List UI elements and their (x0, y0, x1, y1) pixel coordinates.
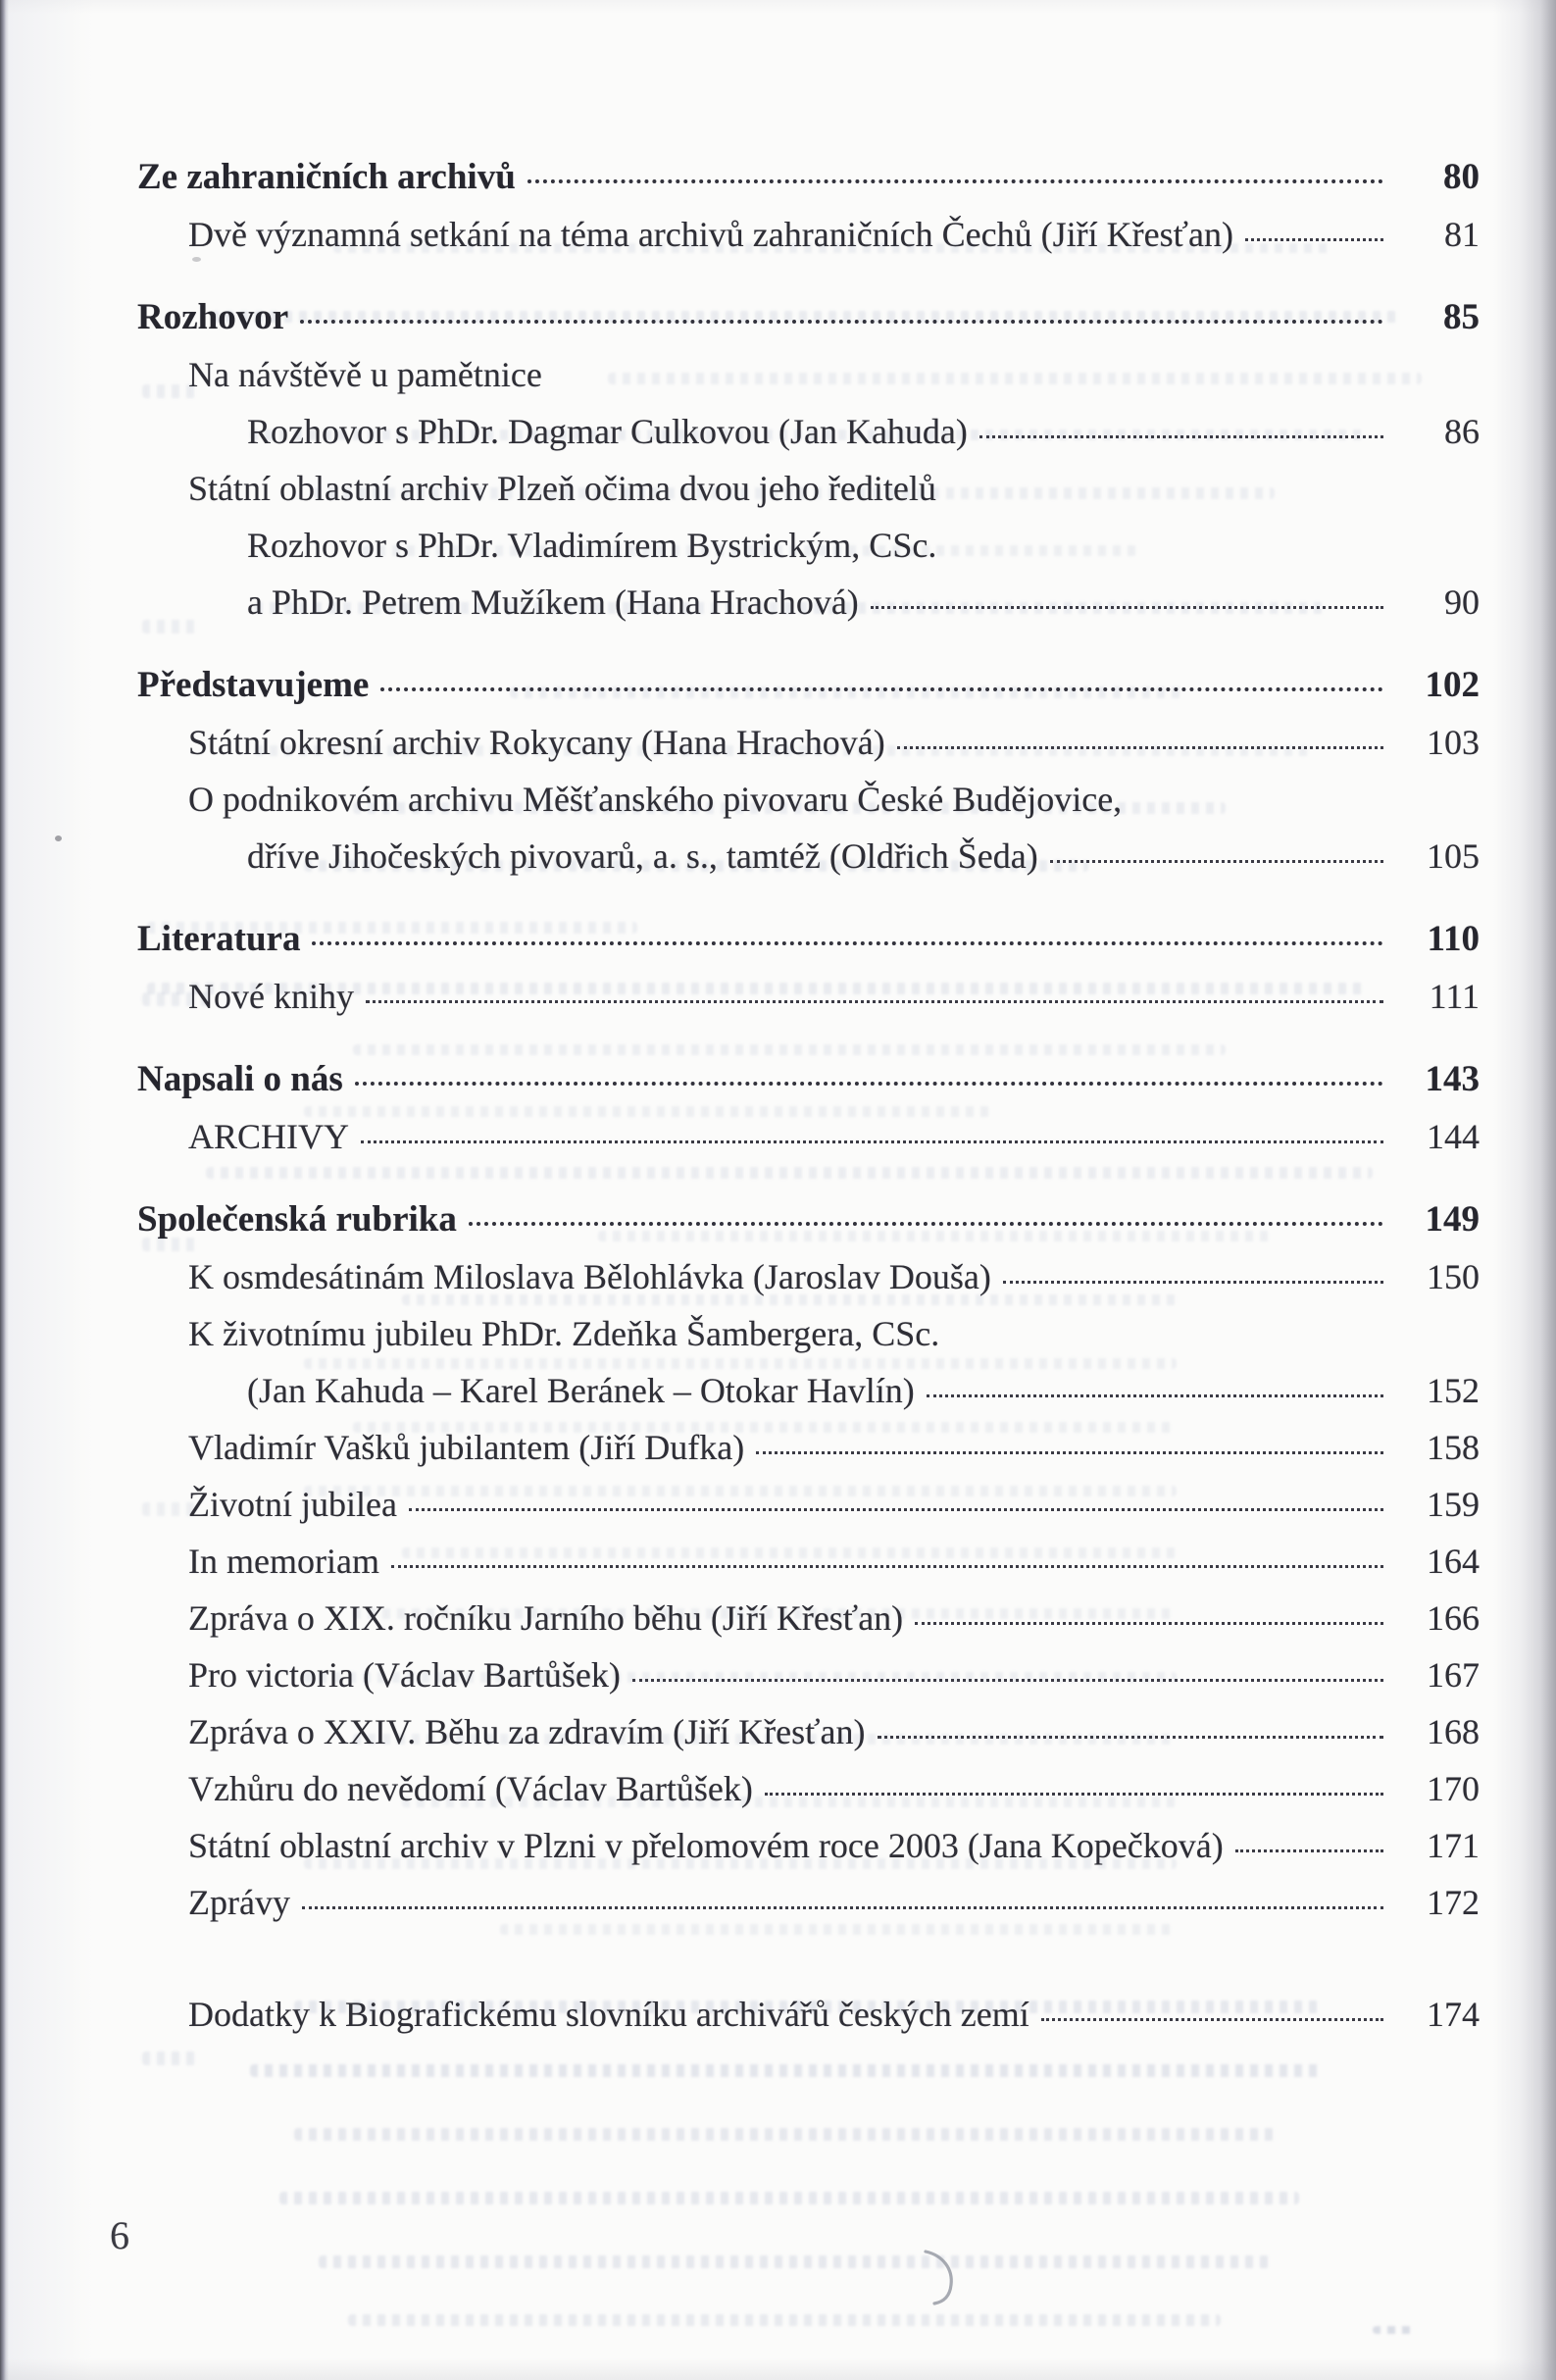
toc-page-number: 85 (1443, 297, 1480, 337)
dot-leader (756, 1451, 1383, 1454)
toc-page-number: 171 (1427, 1826, 1480, 1865)
dot-leader (391, 1565, 1383, 1568)
toc-entry-title: Představujeme (137, 665, 370, 705)
toc-entry-title: dříve Jihočeských pivovarů, a. s., tamtéž (Oldřich Šeda) (247, 836, 1038, 876)
toc-entry-title: Státní oblastní archiv v Plzni v přelomovém roce 2003 (Jana Kopečková) (188, 1826, 1224, 1865)
toc-page-number: 90 (1444, 582, 1480, 622)
toc-entry-title: Dodatky k Biografickému slovníku archivářů českých zemí (188, 1995, 1029, 2034)
toc-page-number: 144 (1427, 1117, 1480, 1156)
toc-entry (137, 1476, 1480, 1533)
bleed-through-mark (1373, 2326, 1412, 2334)
toc-entry-title: Zpráva o XIX. ročníku Jarního běhu (Jiří Křesťan) (188, 1598, 904, 1638)
toc-entry (137, 714, 1480, 771)
toc-entry-title: Napsali o nás (137, 1059, 343, 1099)
dot-leader (527, 179, 1383, 183)
toc-entry-title: Státní oblastní archiv Plzeň očima dvou jeho ředitelů (188, 469, 936, 508)
toc-page-number: 103 (1427, 723, 1480, 762)
toc-entry (137, 1760, 1480, 1817)
toc-page-number: 168 (1427, 1712, 1480, 1751)
dot-leader (409, 1508, 1383, 1511)
toc-entry (137, 1419, 1480, 1476)
toc-entry (137, 1986, 1480, 2043)
bleed-through-mark (142, 2051, 201, 2065)
pen-mark (912, 2238, 980, 2316)
toc-entry (137, 289, 1480, 346)
toc-entry-title: K životnímu jubileu PhDr. Zdeňka Šambergera, CSc. (188, 1314, 940, 1353)
toc-page-number: 105 (1427, 836, 1480, 876)
toc-entry (137, 403, 1480, 460)
toc-page-number: 164 (1427, 1542, 1480, 1581)
toc-page-number: 152 (1427, 1371, 1480, 1410)
toc-entry (137, 460, 1480, 517)
toc-page-number: 81 (1444, 215, 1480, 254)
toc-entry (137, 1248, 1480, 1305)
toc-entry (137, 968, 1480, 1025)
dot-leader (878, 1736, 1384, 1739)
toc-page-number: 166 (1427, 1598, 1480, 1638)
toc-page-number: 102 (1425, 665, 1480, 705)
toc-entry-title: a PhDr. Petrem Mužíkem (Hana Hrachová) (247, 582, 859, 622)
toc-page-number: 158 (1427, 1428, 1480, 1467)
toc-page-number: 143 (1425, 1059, 1480, 1099)
dot-leader (1235, 1849, 1383, 1852)
toc-entry-title: Zpráva o XXIV. Běhu za zdravím (Jiří Křesťan) (188, 1712, 866, 1751)
toc-entry-title: Státní okresní archiv Rokycany (Hana Hrachová) (188, 723, 885, 762)
toc-entry-title: Pro victoria (Václav Bartůšek) (188, 1655, 621, 1695)
dot-leader (302, 1906, 1383, 1909)
bleed-through-mark (348, 2314, 1221, 2326)
toc-entry-title: Rozhovor s PhDr. Vladimírem Bystrickým, CSc. (247, 526, 937, 565)
toc-entry (137, 1646, 1480, 1703)
toc-page-number: 172 (1427, 1883, 1480, 1922)
toc-page-number: 150 (1427, 1257, 1480, 1296)
toc-entry (137, 1108, 1480, 1165)
toc-entry (137, 1817, 1480, 1874)
dot-leader (361, 1140, 1383, 1143)
toc-entry-title: Vladimír Vašků jubilantem (Jiří Dufka) (188, 1428, 745, 1467)
dot-leader (300, 320, 1383, 324)
dot-leader (632, 1679, 1383, 1682)
dot-leader (1003, 1281, 1383, 1284)
dot-leader (1245, 238, 1383, 241)
dot-leader (927, 1394, 1383, 1397)
toc-entry-title: Vzhůru do nevědomí (Václav Bartůšek) (188, 1769, 753, 1808)
dot-leader (380, 687, 1383, 691)
toc-entry-title: Životní jubilea (188, 1485, 397, 1524)
dot-leader (871, 606, 1383, 609)
toc-entry-title: Společenská rubrika (137, 1199, 457, 1240)
toc-page-number: 174 (1427, 1995, 1480, 2034)
page-number: 6 (110, 2213, 129, 2257)
toc-entry-title: (Jan Kahuda – Karel Beránek – Otokar Havlín) (247, 1371, 915, 1410)
dot-leader (1041, 2018, 1383, 2021)
toc-page-number: 167 (1427, 1655, 1480, 1695)
toc-entry (137, 911, 1480, 968)
bleed-through-mark (250, 2064, 1324, 2077)
dot-leader (355, 1082, 1383, 1086)
ink-speck (192, 257, 201, 262)
dot-leader (312, 941, 1383, 945)
toc-entry-title: Rozhovor s PhDr. Dagmar Culkovou (Jan Kahuda) (247, 412, 968, 451)
dot-leader (915, 1622, 1383, 1625)
toc-page-number: 110 (1427, 919, 1480, 959)
bleed-through-mark (279, 2192, 1299, 2204)
toc-entry (137, 657, 1480, 714)
toc-entry-title: O podnikovém archivu Měšťanského pivovaru České Budějovice, (188, 780, 1123, 819)
toc-entry (137, 771, 1480, 828)
toc-page-number: 111 (1429, 977, 1480, 1016)
toc-page-number: 170 (1427, 1769, 1480, 1808)
toc-entry (137, 1590, 1480, 1646)
toc-entry (137, 828, 1480, 885)
toc-entry (137, 517, 1480, 574)
toc-entry (137, 1874, 1480, 1931)
dot-leader (897, 746, 1383, 749)
dot-leader (1050, 860, 1383, 863)
toc-page-number: 149 (1425, 1199, 1480, 1240)
toc-entry (137, 346, 1480, 403)
toc-entry-title: In memoriam (188, 1542, 379, 1581)
toc-entry-title: Rozhovor (137, 297, 289, 337)
toc-entry (137, 1051, 1480, 1108)
bleed-through-mark (319, 2255, 1270, 2268)
toc-entry-title: Dvě významná setkání na téma archivů zahraničních Čechů (Jiří Křesťan) (188, 215, 1233, 254)
toc-entry-title: K osmdesátinám Miloslava Bělohlávka (Jaroslav Douša) (188, 1257, 991, 1296)
toc-entry (137, 1703, 1480, 1760)
toc-page-number: 86 (1444, 412, 1480, 451)
dot-leader (979, 435, 1383, 438)
toc-entry (137, 574, 1480, 631)
toc-entry (137, 1533, 1480, 1590)
toc-entry-title: Zprávy (188, 1883, 290, 1922)
dot-leader (765, 1793, 1383, 1796)
toc-entry (137, 1362, 1480, 1419)
toc-entry-title: Literatura (137, 919, 301, 959)
toc-entry-title: Nové knihy (188, 977, 354, 1016)
dot-leader (469, 1222, 1383, 1226)
ink-speck (55, 836, 62, 841)
toc-entry-title: Na návštěvě u pamětnice (188, 355, 542, 394)
toc-entry-title: Ze zahraničních archivů (137, 157, 516, 197)
dot-leader (366, 1000, 1383, 1003)
toc-entry (137, 149, 1480, 206)
toc-entry-title: ARCHIVY (188, 1117, 350, 1156)
toc-entry (137, 206, 1480, 263)
toc-page-number: 159 (1427, 1485, 1480, 1524)
toc-page-number: 80 (1443, 157, 1480, 197)
toc-entry (137, 1305, 1480, 1362)
bleed-through-mark (294, 2128, 1275, 2141)
toc-entry (137, 1191, 1480, 1248)
